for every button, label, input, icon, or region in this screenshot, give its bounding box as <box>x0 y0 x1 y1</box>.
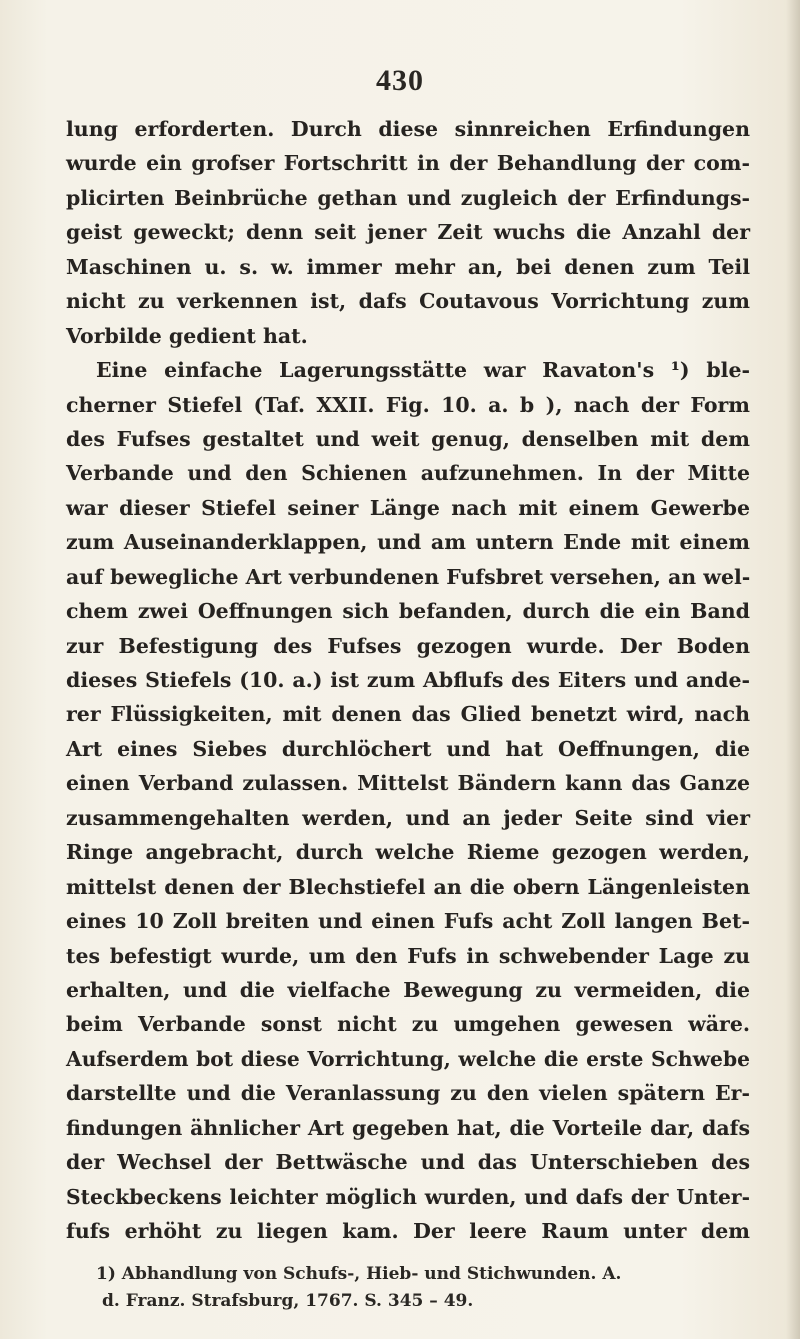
page-number: 430 <box>376 64 424 97</box>
text-line: zur Befestigung des Fufses gezogen wurde. Der Boden <box>66 633 750 658</box>
text-line: lung erforderten. Durch diese sinnreichen Erfindungen <box>66 117 750 141</box>
text-line: war dieser Stiefel seiner Länge nach mit einem Gewerbe <box>66 495 750 520</box>
text-line: Eine einfache Lagerungsstätte war Ravaton's ¹) ble- <box>96 358 750 383</box>
text-line: Vorbilde gedient hat. <box>66 323 308 348</box>
text-line: mittelst denen der Blechstiefel an die obern Längenleisten <box>66 874 750 899</box>
text-line: fufs erhöht zu liegen kam. Der leere Raum unter dem <box>66 1219 750 1243</box>
footnote-line: d. Franz. Strafsburg, 1767. S. 345 – 49. <box>102 1291 474 1311</box>
text-line: geist geweckt; denn seit jener Zeit wuchs die Anzahl der <box>66 220 750 245</box>
text-line: beim Verbande sonst nicht zu umgehen gewesen wäre. <box>66 1012 750 1037</box>
text-line: dieses Stiefels (10. a.) ist zum Abflufs des Eiters und ande- <box>66 668 750 692</box>
text-line: erhalten, und die vielfache Bewegung zu vermeiden, die <box>66 977 750 1002</box>
text-line: Ringe angebracht, durch welche Rieme gezogen werden, <box>66 840 750 865</box>
text-line: Steckbeckens leichter möglich wurden, und dafs der Unter- <box>66 1184 750 1209</box>
text-line: zusammengehalten werden, und an jeder Seite sind vier <box>66 805 750 830</box>
text-line: tes befestigt wurde, um den Fufs in schwebender Lage zu <box>66 943 750 968</box>
text-line: nicht zu verkennen ist, dafs Coutavous Vorrichtung zum <box>66 289 750 314</box>
text-line: rer Flüssigkeiten, mit denen das Glied benetzt wird, nach <box>66 702 750 727</box>
text-line: Art eines Siebes durchlöchert und hat Oeffnungen, die <box>66 736 750 761</box>
text-line: Verbande und den Schienen aufzunehmen. In der Mitte <box>66 461 750 486</box>
text-line: auf bewegliche Art verbundenen Fufsbret versehen, an wel- <box>66 564 751 589</box>
footnote <box>96 1261 736 1315</box>
text-line: der Wechsel der Bettwäsche und das Unterschieben des <box>66 1150 750 1175</box>
text-line: plicirten Beinbrüche gethan und zugleich der Erfindungs- <box>66 185 750 210</box>
text-line: cherner Stiefel (Taf. XXII. Fig. 10. a. b ), nach der Form <box>66 392 750 417</box>
text-line: wurde ein grofser Fortschritt in der Behandlung der com- <box>66 151 750 176</box>
text-line: chem zwei Oeffnungen sich befanden, durch die ein Band <box>66 599 750 624</box>
text-line: einen Verband zulassen. Mittelst Bändern kann das Ganze <box>66 771 750 796</box>
text-line: darstellte und die Veranlassung zu den vielen spätern Er- <box>66 1081 750 1106</box>
text-line: findungen ähnlicher Art gegeben hat, die Vorteile dar, dafs <box>66 1115 750 1140</box>
text-line: Maschinen u. s. w. immer mehr an, bei denen zum Teil <box>66 254 750 279</box>
text-line: Aufserdem bot diese Vorrichtung, welche die erste Schwebe <box>66 1046 750 1071</box>
text-line: des Fufses gestaltet und weit genug, denselben mit dem <box>66 426 750 451</box>
footnote-line: 1) Abhandlung von Schufs-, Hieb- und Stichwunden. A. <box>96 1264 622 1284</box>
text-line: eines 10 Zoll breiten und einen Fufs acht Zoll langen Bet- <box>66 909 750 934</box>
body-text <box>66 112 750 1248</box>
text-line: zum Auseinanderklappen, und am untern Ende mit einem <box>66 530 750 555</box>
page-edge-shadow <box>786 0 800 1339</box>
